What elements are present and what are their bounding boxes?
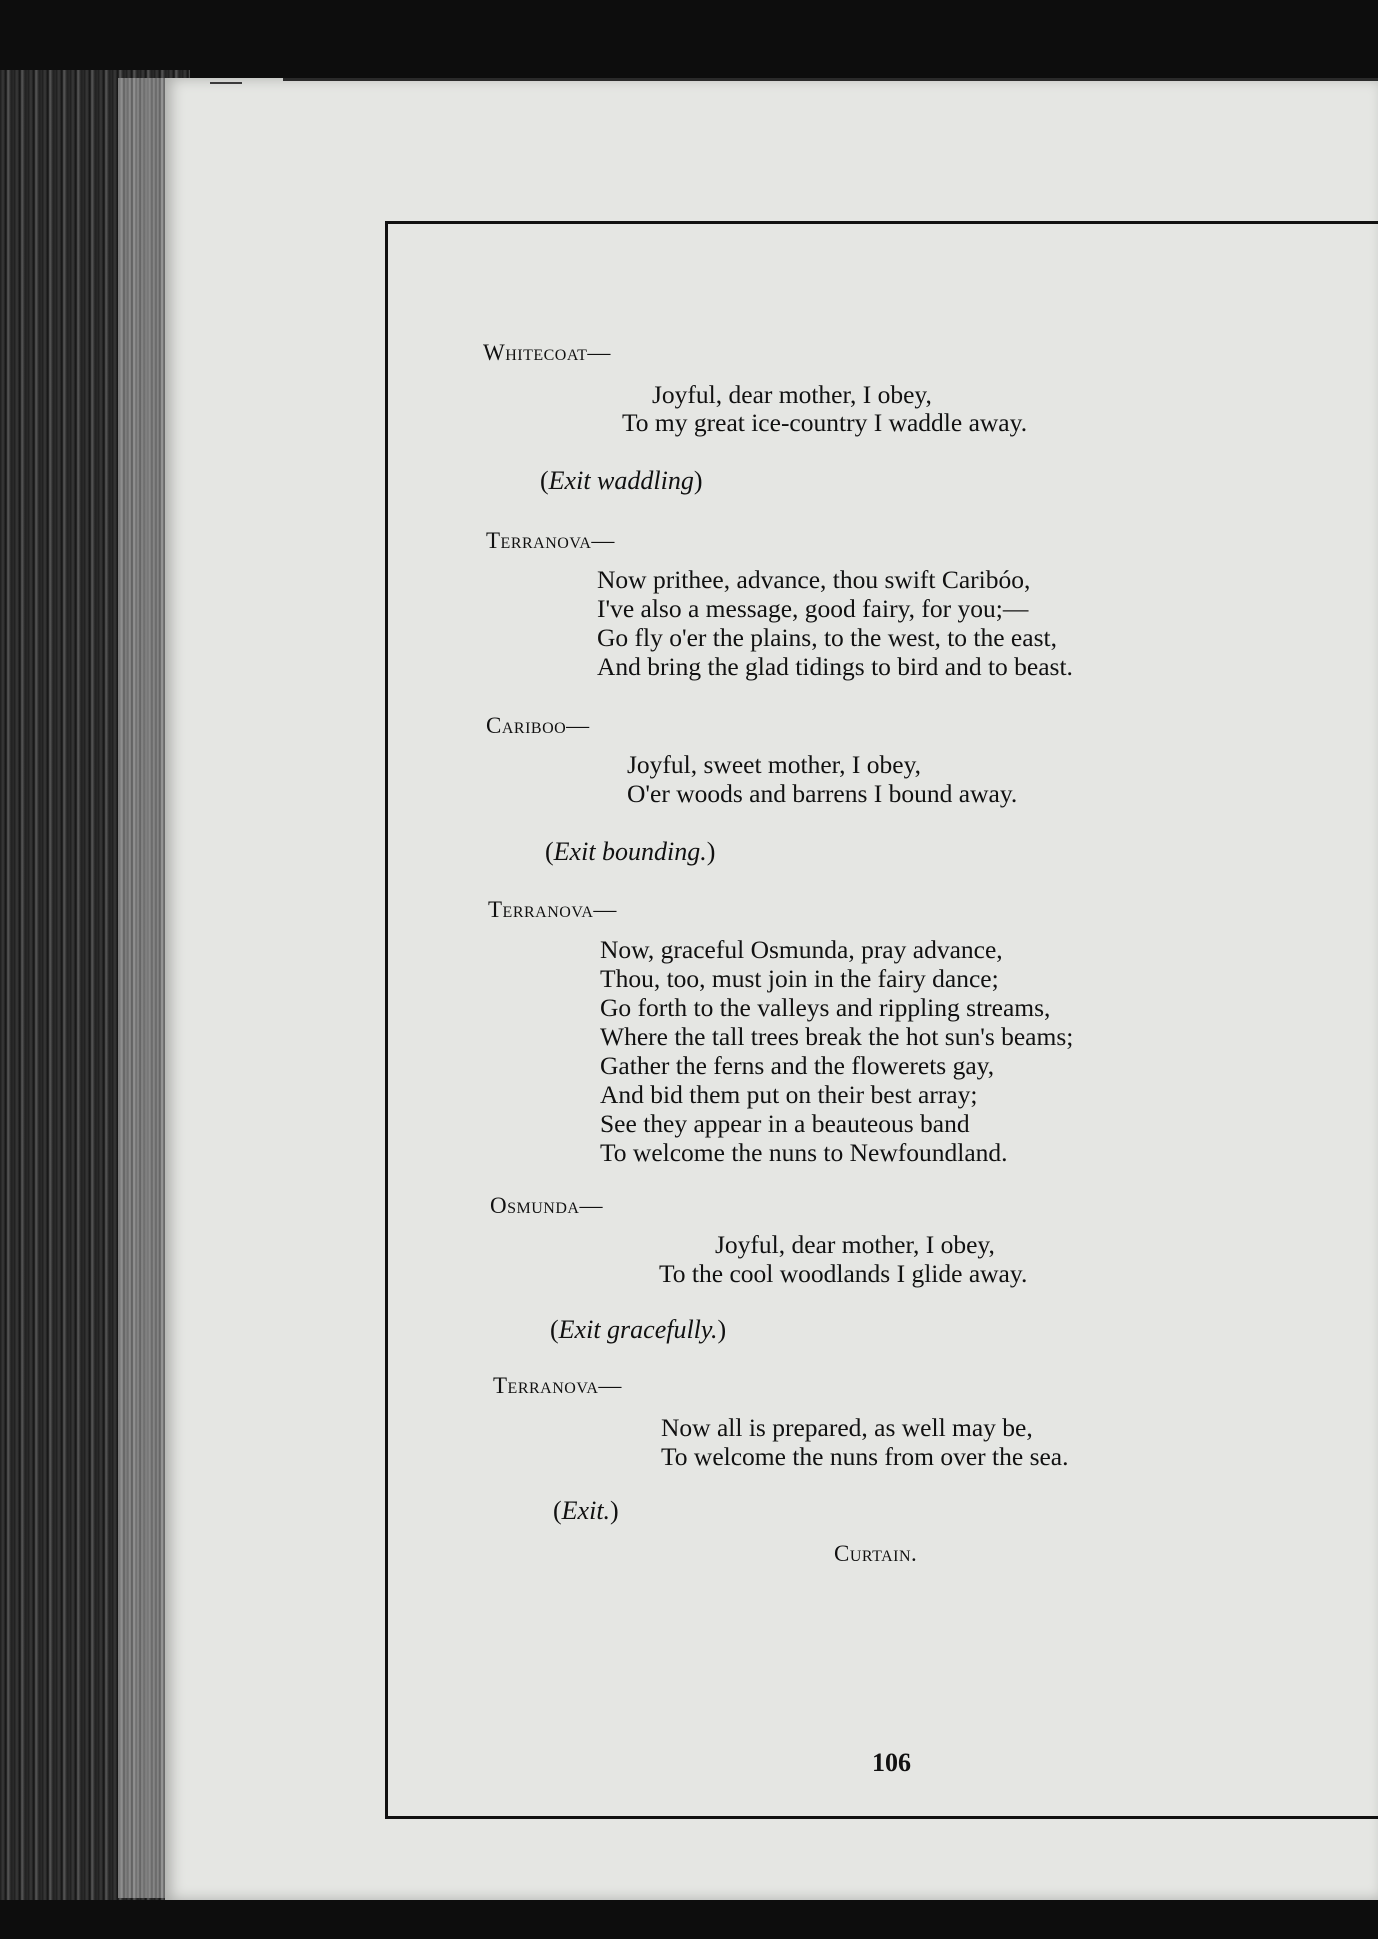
verse-line: Gather the ferns and the flowerets gay, <box>600 1051 995 1080</box>
verse-line: Go forth to the valleys and rippling streams, <box>600 993 1051 1022</box>
bottom-dark-band <box>0 1900 1378 1939</box>
speaker-terranova: Terranova— <box>486 528 615 553</box>
speaker-terranova: Terranova— <box>488 897 617 922</box>
verse-line: And bring the glad tidings to bird and to beast. <box>597 652 1073 681</box>
verse-line: To my great ice-country I waddle away. <box>622 408 1028 437</box>
verse-line: Now, graceful Osmunda, pray advance, <box>600 935 1003 964</box>
verse-line: To welcome the nuns from over the sea. <box>661 1442 1069 1471</box>
verse-line: To the cool woodlands I glide away. <box>659 1259 1028 1288</box>
speaker-terranova: Terranova— <box>493 1373 622 1398</box>
verse-line: Thou, too, must join in the fairy dance; <box>600 964 999 993</box>
verse-line: Joyful, dear mother, I obey, <box>715 1230 995 1259</box>
verse-line: I've also a message, good fairy, for you;— <box>597 594 1029 623</box>
curtain-label: Curtain. <box>834 1541 918 1566</box>
speaker-osmunda: Osmunda— <box>490 1193 603 1218</box>
verse-line: Joyful, sweet mother, I obey, <box>627 750 922 779</box>
verse-line: O'er woods and barrens I bound away. <box>627 779 1018 808</box>
verse-line: See they appear in a beauteous band <box>600 1109 970 1138</box>
verse-line: And bid them put on their best array; <box>600 1080 978 1109</box>
stage-direction: (Exit bounding.) <box>545 837 716 866</box>
verse-line: Joyful, dear mother, I obey, <box>652 380 932 409</box>
verse-line: Now prithee, advance, thou swift Caribóo, <box>597 565 1031 594</box>
top-rule-short <box>210 82 242 84</box>
page-number: 106 <box>872 1748 911 1777</box>
stage-direction: (Exit.) <box>553 1496 619 1525</box>
speaker-cariboo: Cariboo— <box>486 713 590 738</box>
verse-line: Go fly o'er the plains, to the west, to the east, <box>597 623 1057 652</box>
speaker-whitecoat: Whitecoat— <box>483 340 611 365</box>
verse-line: Now all is prepared, as well may be, <box>661 1413 1033 1442</box>
stage-direction: (Exit waddling) <box>540 466 703 495</box>
verse-line: To welcome the nuns to Newfoundland. <box>600 1138 1008 1167</box>
stage-direction: (Exit gracefully.) <box>550 1315 727 1344</box>
verse-line: Where the tall trees break the hot sun's beams; <box>600 1022 1074 1051</box>
top-rule <box>283 78 1378 81</box>
